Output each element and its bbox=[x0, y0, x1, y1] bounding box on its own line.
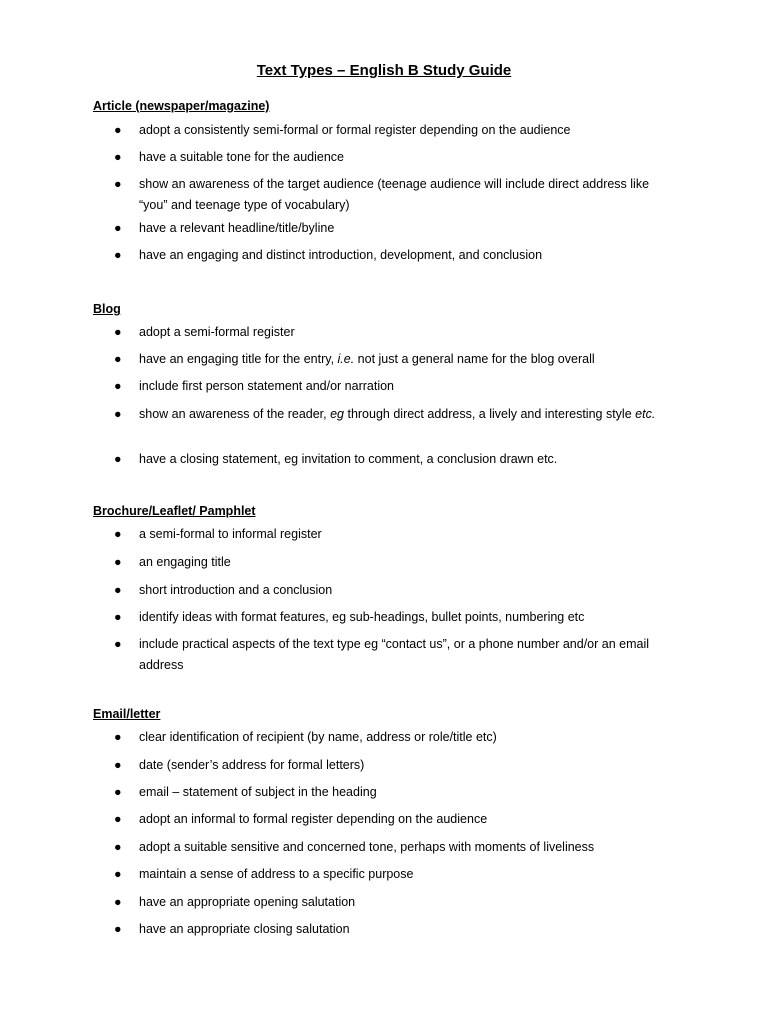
list-item bbox=[114, 174, 674, 215]
list-item bbox=[114, 245, 674, 266]
list-item-text bbox=[139, 864, 674, 885]
emphasized-text: eg bbox=[330, 407, 344, 421]
text-segment: have an appropriate closing salutation bbox=[139, 922, 350, 936]
bullet-icon: ● bbox=[114, 840, 122, 854]
text-segment: show an awareness of the reader, bbox=[139, 407, 331, 421]
list-item-text bbox=[139, 322, 674, 343]
bullet-icon: ● bbox=[114, 730, 122, 744]
list-item-text bbox=[139, 552, 674, 573]
text-segment: have an engaging title for the entry, bbox=[139, 352, 338, 366]
text-segment: adopt a suitable sensitive and concerned tone, perhaps with moments of liveliness bbox=[139, 840, 595, 854]
list-item bbox=[114, 727, 674, 748]
text-segment: clear identification of recipient (by name, address or role/title etc) bbox=[139, 730, 497, 744]
text-segment: show an awareness of the target audience (teenage audience will include direct address like “you” and teenage type of vocabulary) bbox=[139, 177, 650, 212]
bullet-icon: ● bbox=[114, 379, 122, 393]
list-item-text bbox=[139, 120, 674, 141]
list-item-text bbox=[139, 147, 674, 168]
text-segment: email – statement of subject in the heading bbox=[139, 785, 377, 799]
list-item bbox=[114, 755, 674, 776]
list-item bbox=[114, 607, 674, 628]
text-segment: include first person statement and/or narration bbox=[139, 379, 394, 393]
emphasized-text: etc. bbox=[635, 407, 656, 421]
section-heading: Email/letter bbox=[93, 707, 161, 721]
page-title: Text Types – English B Study Guide bbox=[256, 62, 512, 79]
text-segment: maintain a sense of address to a specific purpose bbox=[139, 867, 414, 881]
bullet-icon: ● bbox=[114, 867, 122, 881]
text-segment: through direct address, a lively and interesting style bbox=[344, 407, 636, 421]
list-item-text bbox=[139, 892, 674, 913]
bullet-icon: ● bbox=[114, 407, 122, 421]
bullet-icon: ● bbox=[114, 527, 122, 541]
text-segment: include practical aspects of the text type eg “contact us”, or a phone number and/or an email address bbox=[139, 637, 650, 672]
bullet-icon: ● bbox=[114, 221, 122, 235]
text-segment: adopt a semi-formal register bbox=[139, 325, 295, 339]
list-item-text bbox=[139, 809, 674, 830]
list-item bbox=[114, 218, 674, 239]
list-item-text bbox=[139, 607, 674, 628]
list-item-text bbox=[139, 349, 674, 370]
bullet-icon: ● bbox=[114, 123, 122, 137]
list-item bbox=[114, 634, 674, 675]
emphasized-text: i.e. bbox=[337, 352, 355, 366]
list-item bbox=[114, 322, 674, 343]
list-item-text bbox=[139, 580, 674, 601]
text-segment: adopt a consistently semi-formal or formal register depending on the audience bbox=[139, 123, 571, 137]
list-item bbox=[114, 524, 674, 545]
list-item-text bbox=[139, 218, 674, 239]
bullet-icon: ● bbox=[114, 922, 122, 936]
list-item bbox=[114, 864, 674, 885]
list-item bbox=[114, 782, 674, 803]
bullet-icon: ● bbox=[114, 610, 122, 624]
list-item-text bbox=[139, 404, 674, 425]
text-segment: have an appropriate opening salutation bbox=[139, 895, 356, 909]
bullet-icon: ● bbox=[114, 583, 122, 597]
list-item-text bbox=[139, 634, 674, 675]
bullet-icon: ● bbox=[114, 352, 122, 366]
bullet-icon: ● bbox=[114, 555, 122, 569]
text-segment: date (sender’s address for formal letters) bbox=[139, 758, 365, 772]
list-item bbox=[114, 837, 674, 858]
list-item-text bbox=[139, 919, 674, 940]
list-item-text bbox=[139, 782, 674, 803]
section-heading: Blog bbox=[93, 302, 121, 316]
list-item bbox=[114, 147, 674, 168]
section-heading: Article (newspaper/magazine) bbox=[93, 99, 270, 113]
list-item-text bbox=[139, 755, 674, 776]
bullet-icon: ● bbox=[114, 895, 122, 909]
list-item bbox=[114, 349, 674, 370]
text-segment: short introduction and a conclusion bbox=[139, 583, 333, 597]
list-item bbox=[114, 120, 674, 141]
text-segment: an engaging title bbox=[139, 555, 231, 569]
text-segment: not just a general name for the blog overall bbox=[354, 352, 595, 366]
bullet-icon: ● bbox=[114, 177, 122, 191]
bullet-icon: ● bbox=[114, 325, 122, 339]
list-item-text bbox=[139, 376, 674, 397]
list-item bbox=[114, 552, 674, 573]
list-item bbox=[114, 919, 674, 940]
list-item bbox=[114, 809, 674, 830]
text-segment: adopt an informal to formal register depending on the audience bbox=[139, 812, 488, 826]
list-item bbox=[114, 449, 674, 470]
text-segment: have an engaging and distinct introduction, development, and conclusion bbox=[139, 248, 543, 262]
list-item-text bbox=[139, 449, 674, 470]
list-item bbox=[114, 580, 674, 601]
bullet-icon: ● bbox=[114, 637, 122, 651]
text-segment: have a suitable tone for the audience bbox=[139, 150, 345, 164]
list-item-text bbox=[139, 524, 674, 545]
bullet-icon: ● bbox=[114, 452, 122, 466]
text-segment: have a relevant headline/title/byline bbox=[139, 221, 335, 235]
list-item bbox=[114, 404, 674, 425]
bullet-icon: ● bbox=[114, 785, 122, 799]
text-segment: a semi-formal to informal register bbox=[139, 527, 322, 541]
bullet-icon: ● bbox=[114, 248, 122, 262]
list-item bbox=[114, 376, 674, 397]
bullet-icon: ● bbox=[114, 812, 122, 826]
bullet-icon: ● bbox=[114, 150, 122, 164]
section-heading: Brochure/Leaflet/ Pamphlet bbox=[93, 504, 256, 518]
list-item-text bbox=[139, 174, 674, 215]
text-segment: identify ideas with format features, eg sub-headings, bullet points, numbering etc bbox=[139, 610, 585, 624]
bullet-icon: ● bbox=[114, 758, 122, 772]
list-item-text bbox=[139, 837, 674, 858]
text-segment: have a closing statement, eg invitation to comment, a conclusion drawn etc. bbox=[139, 452, 558, 466]
list-item-text bbox=[139, 245, 674, 266]
list-item bbox=[114, 892, 674, 913]
list-item-text bbox=[139, 727, 674, 748]
